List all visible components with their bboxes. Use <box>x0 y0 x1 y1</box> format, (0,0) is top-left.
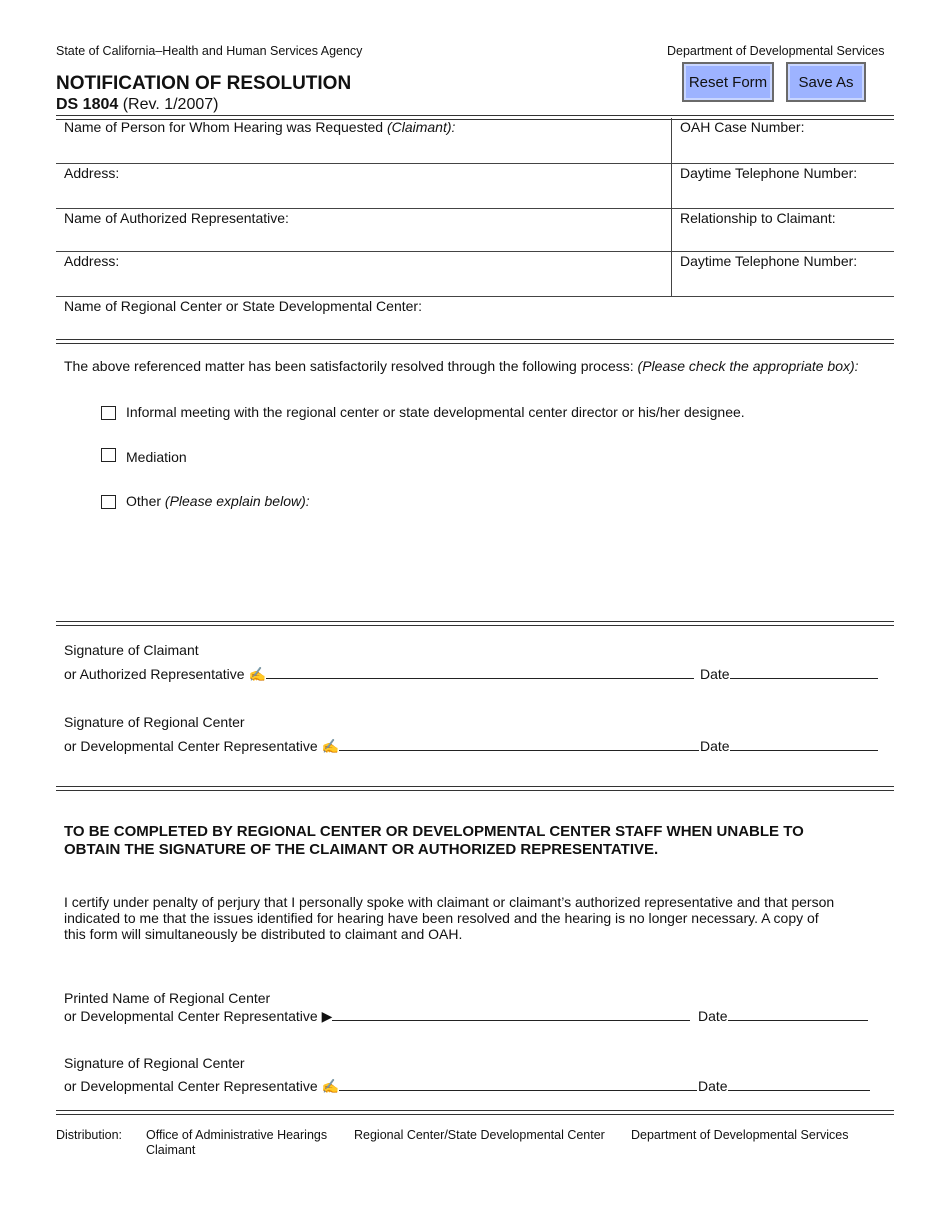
claimant-name-field[interactable]: Name of Person for Whom Hearing was Requested (Claimant): <box>64 119 456 135</box>
printed-name-field[interactable] <box>332 1007 690 1021</box>
other-explanation-field[interactable] <box>126 515 886 610</box>
informal-meeting-checkbox[interactable] <box>101 406 116 420</box>
pen-icon: ✍ <box>321 1078 340 1094</box>
claimant-address-field[interactable]: Address: <box>64 165 120 181</box>
divider <box>56 296 894 297</box>
distribution-label: Distribution: <box>56 1128 122 1142</box>
informal-meeting-label: Informal meeting with the regional center or state developmental center director or his/her designee. <box>126 404 745 420</box>
printed-name-date-field[interactable] <box>728 1007 868 1021</box>
arrow-icon: ▶ <box>321 1008 333 1024</box>
divider <box>56 621 894 626</box>
staff-signature-row: or Developmental Center Representative ✍ <box>64 1077 697 1095</box>
rc-date-field[interactable] <box>730 737 878 751</box>
rep-address-field[interactable]: Address: <box>64 253 120 269</box>
divider <box>56 163 894 164</box>
claimant-signature-label: Signature of Claimant <box>64 642 199 658</box>
distribution-recipient: Office of Administrative Hearings <box>146 1128 328 1142</box>
save-as-button[interactable]: Save As <box>786 62 866 102</box>
rep-phone-field[interactable]: Daytime Telephone Number: <box>680 253 858 269</box>
oah-case-number-field[interactable]: OAH Case Number: <box>680 119 805 135</box>
divider <box>56 251 894 252</box>
agency-name: State of California–Health and Human Services Agency <box>56 44 363 58</box>
rc-signature-row: or Developmental Center Representative ✍ <box>64 737 699 755</box>
department-name: Department of Developmental Services <box>667 44 885 58</box>
mediation-checkbox[interactable] <box>101 448 116 462</box>
claimant-date-row: Date <box>700 665 878 682</box>
form-title: NOTIFICATION OF RESOLUTION <box>56 73 352 94</box>
staff-signature-label: Signature of Regional Center <box>64 1055 245 1071</box>
printed-name-label: Printed Name of Regional Center <box>64 990 271 1006</box>
claimant-signature-field[interactable] <box>266 665 694 679</box>
divider <box>56 1110 894 1115</box>
divider <box>56 208 894 209</box>
staff-signature-field[interactable] <box>339 1077 697 1091</box>
relationship-field[interactable]: Relationship to Claimant: <box>680 210 836 226</box>
resolution-intro: The above referenced matter has been satisfactorily resolved through the following process: (Please check the appropriate box): <box>64 358 859 374</box>
divider <box>56 339 894 344</box>
reset-form-button[interactable]: Reset Form <box>682 62 774 102</box>
form-revision: (Rev. 1/2007) <box>122 96 219 113</box>
other-label: Other (Please explain below): <box>126 493 310 509</box>
staff-date-field[interactable] <box>728 1077 870 1091</box>
printed-name-row: or Developmental Center Representative ▶ <box>64 1007 690 1025</box>
pen-icon: ✍ <box>321 738 340 754</box>
claimant-date-field[interactable] <box>730 665 878 679</box>
distribution-recipient: Claimant <box>146 1143 196 1157</box>
certification-text: I certify under penalty of perjury that I personally spoke with claimant or claimant’s authorized representative and that person indicated to me that the issues identified for hearing have been resolved and the hearing is no longer necessary. A copy of this form will simultaneously be distributed to claimant and OAH. <box>64 894 835 942</box>
rc-signature-label: Signature of Regional Center <box>64 714 245 730</box>
staff-date-row: Date <box>698 1077 870 1094</box>
form-id <box>56 96 218 114</box>
pen-icon: ✍ <box>248 666 266 682</box>
rc-date-row: Date <box>700 737 878 754</box>
authorized-rep-field[interactable]: Name of Authorized Representative: <box>64 210 289 226</box>
staff-section-heading: TO BE COMPLETED BY REGIONAL CENTER OR DEVELOPMENTAL CENTER STAFF WHEN UNABLE TO OBTAIN THE SIGNATURE OF THE CLAIMANT OR AUTHORIZED REPRESENTATIVE. <box>64 823 804 858</box>
mediation-label: Mediation <box>126 449 187 465</box>
rc-signature-field[interactable] <box>339 737 699 751</box>
printed-name-date-row: Date <box>698 1007 868 1024</box>
claimant-phone-field[interactable]: Daytime Telephone Number: <box>680 165 858 181</box>
divider <box>56 786 894 791</box>
form-number: DS 1804 <box>56 96 119 113</box>
center-name-field[interactable]: Name of Regional Center or State Developmental Center: <box>64 298 422 314</box>
claimant-signature-row: or Authorized Representative ✍ <box>64 665 694 683</box>
distribution-recipient: Department of Developmental Services <box>631 1128 849 1142</box>
other-checkbox[interactable] <box>101 495 116 509</box>
distribution-recipient: Regional Center/State Developmental Center <box>354 1128 605 1142</box>
